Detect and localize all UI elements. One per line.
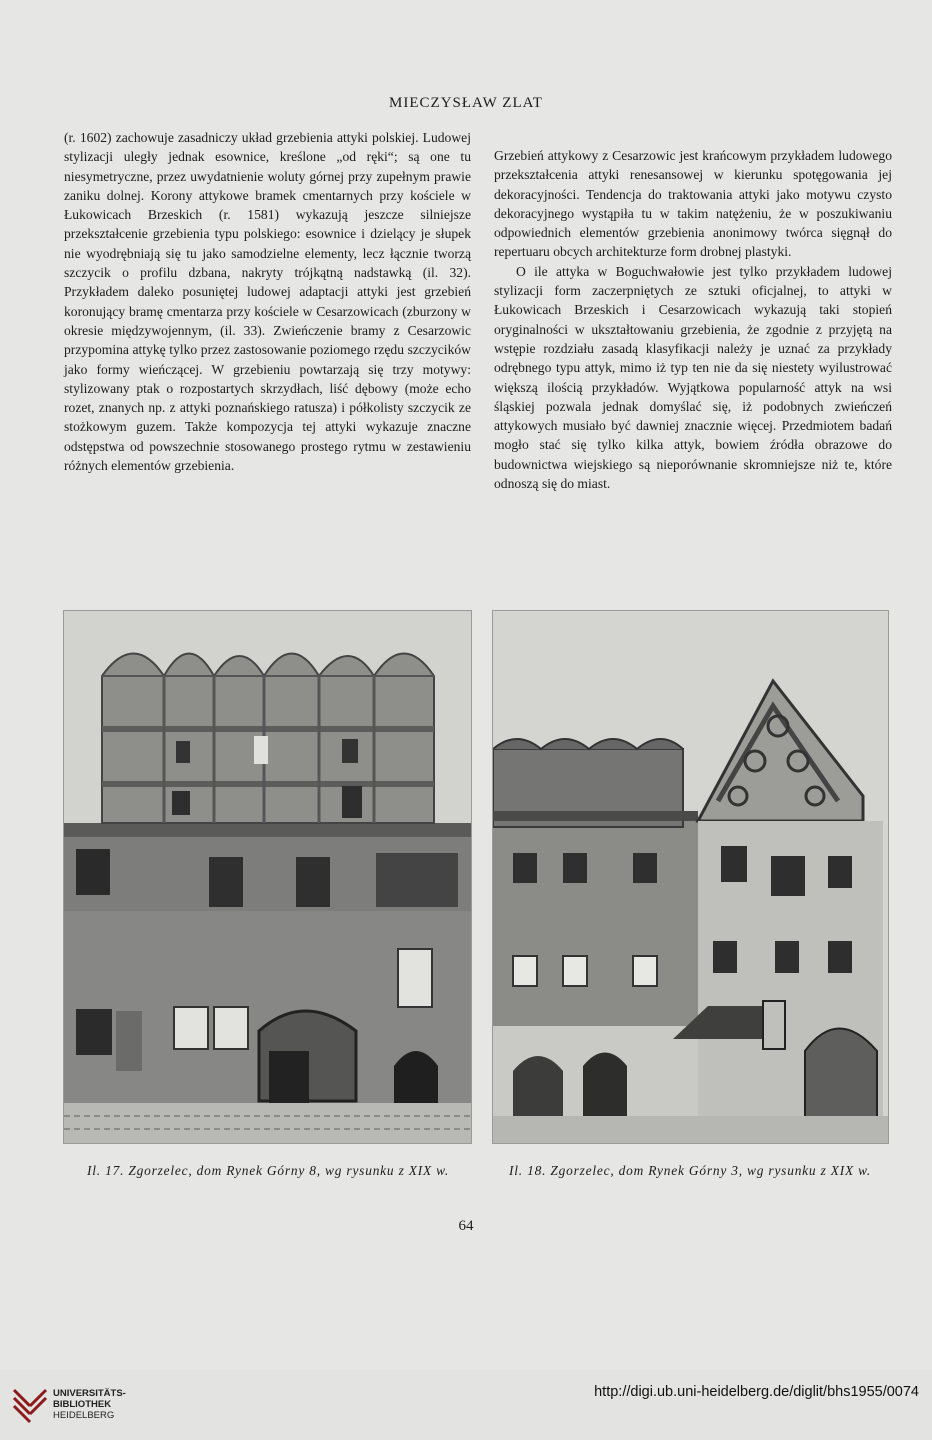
right-paragraph-2: O ile attyka w Boguchwałowie jest tylko przykładem ludowej stylizacji form zaczerpniętych ze sztuki oficjalnej, to attyki w Łukowicach Brzeskich i Cesarzowicach wykazują taki stopień oryginalności w ukształtowaniu grzebienia, że zgodnie z przyjętą na wstępie rozdziału zasadą klasyfikacji należy je uznać za przykłady odrębnego typu attyk, mimo iż typ ten nie da się niestety wyilustrować większą ilością przykładów. Wyjątkowa popularność attyk na wsi śląskiej pozwala jednak domyślać się, iż podobnych zwieńczeń attykowych musiało być dawniej znacznie więcej. Przedmiotem badań mogło stać się tylko kilka attyk, bowiem źródła obrazowe do budownictwa wiejskiego są nieporównanie skromniejsze niż te, które odnoszą się do miast. <box>494 263 892 492</box>
logo-line-1: UNIVERSITÄTS- <box>53 1388 126 1399</box>
figure-17-illustration <box>63 610 472 1144</box>
logo-line-2: BIBLIOTHEK <box>53 1399 112 1410</box>
running-head: MIECZYSŁAW ZLAT <box>389 95 543 111</box>
footer-bar <box>0 1370 932 1440</box>
left-paragraph-1: (r. 1602) zachowuje zasadniczy układ grzebienia attyki polskiej. Ludowej stylizacji uległy jednak esownice, kreślone „od ręki“; są one tu niesymetryczne, przez uwydatnienie woluty górnej przy zupełnym prawie zaniku dolnej. Korony attykowe bramek cmentarnych przy kościele w Łukowicach Brzeskich (r. 1581) wykazują jeszcze silniejsze przekształcenie grzebienia typu polskiego: esownice i dzielący je słupek nie wyodrębniają się tu jako samodzielne elementy, lecz łącznie tworzą szczycik o profilu dzbana, nakryty trójkątną nadstawką (il. 32). Przykładem daleko posuniętej ludowej adaptacji attyki jest grzebień koronujący bramę cmentarza przy kościele w Cesarzowicach (zburzony w okresie międzywojennym, (il. 33). Zwieńczenie bramy z Cesarzowic przypomina attykę tylko przez zastosowanie poziomego rzędu szczycików jako formy wieńczącej. W grzebieniu powtarzają się trzy motywy: stylizowany ptak o rozpostartych skrzydłach, liść dębowy (może echo rozet, znanych np. z attyki poznańskiego ratusza) i półkolisty szczycik ze stożkowym guzem. Także kompozycja tej attyki wykazuje znaczne odstępstwa od powszechnie stosowanego prostego rytmu w zestawieniu różnych elementów grzebienia. <box>64 130 471 474</box>
right-paragraph-1: Grzebień attykowy z Cesarzowic jest krańcowym przykładem ludowego przekształcenia attyki renesansowej w kierunku spotęgowania jej dekoracyjności. Tendencja do traktowania attyki jako motywu czysto dekoracyjnego wystąpiła tu w takim natężeniu, że w poszukiwaniu odpowiednich elementów grzebienia anonimowy twórca sięgnął do repertuaru obcych architekturze form drobnej plastyki. <box>494 148 892 260</box>
right-text-column <box>494 146 892 493</box>
left-text-column <box>64 128 471 475</box>
logo-line-3: HEIDELBERG <box>53 1410 115 1421</box>
figure-18-illustration <box>492 610 889 1144</box>
figure-18-caption: Il. 18. Zgorzelec, dom Rynek Górny 3, wg rysunku z XIX w. <box>509 1163 871 1178</box>
university-library-logo-icon <box>10 1382 50 1424</box>
figure-17-caption: Il. 17. Zgorzelec, dom Rynek Górny 8, wg rysunku z XIX w. <box>87 1163 449 1178</box>
page-number: 64 <box>458 1218 474 1234</box>
library-logo-text <box>53 1388 126 1421</box>
source-url-link[interactable]: http://digi.ub.uni-heidelberg.de/diglit/bhs1955/0074 <box>594 1384 919 1400</box>
